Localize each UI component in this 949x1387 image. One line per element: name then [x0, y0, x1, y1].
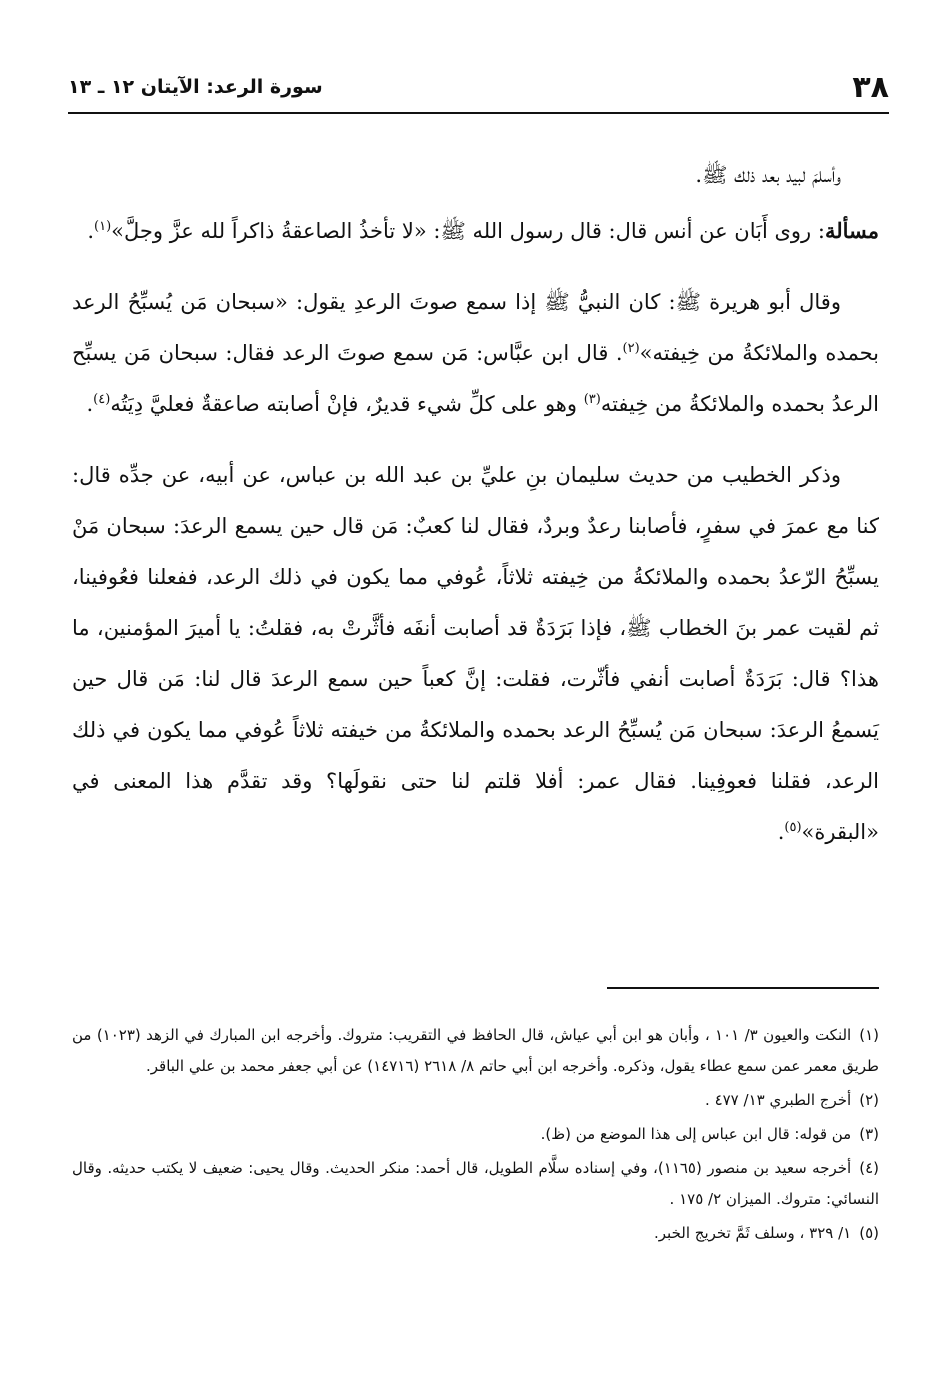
- running-title: سورة الرعد: الآيتان ١٢ ـ ١٣: [68, 76, 323, 98]
- issue-term: مسألة: [824, 218, 879, 243]
- footnote-number: (٤): [859, 1159, 879, 1177]
- paragraph-2-end: .: [87, 219, 95, 243]
- paragraph-2-text: : روى أَبَان عن أنس قال: قال رسول الله ﷺ: «لا تأخذُ الصاعقةُ ذاكراً لله عزَّ وجلَّ»: [111, 219, 825, 243]
- footnote-text: النكت والعيون ٣/ ١٠١ ، وأبان هو ابن أبي عياش، قال الحافظ في التقريب: متروك. وأخرجه ابن المبارك في الزهد (١٠٢٣) من طريق معمر عمن سمع عطاء يقول، وذكره. وأخرجه ابن أبي حاتم ٨/ ٢٦١٨ (١٤٧١٦) عن أبي جعفر محمد بن علي الباقر.: [72, 1026, 879, 1075]
- footnote-text: ١/ ٣٢٩ ، وسلف ثَمَّ تخريج الخبر.: [654, 1224, 852, 1242]
- footnote-separator: [607, 987, 879, 989]
- paragraph-2: [72, 205, 879, 257]
- footnote-ref-3: (٣): [583, 392, 601, 407]
- footnote-ref-2: (٢): [622, 341, 640, 356]
- footnote-number: (٣): [859, 1125, 879, 1143]
- header-rule: [68, 112, 889, 114]
- footnote-text: أخرجه سعيد بن منصور (١١٦٥)، وفي إسناده سلَّام الطويل، قال أحمد: منكر الحديث. وقال يحيى: ضعيف لا يكتب حديثه. وقال النسائي: متروك. الميزان ٢/ ١٧٥ .: [72, 1159, 879, 1208]
- footnotes: [72, 1020, 879, 1252]
- footnote-4: [72, 1153, 879, 1215]
- paragraph-4-end: .: [777, 820, 785, 844]
- page-header: [68, 62, 889, 114]
- paragraph-3-part-c: وهو على كلِّ شيء قديرٌ، فإنْ أصابته صاعقةٌ فعليَّ دِيَتُه: [110, 392, 584, 416]
- footnote-3: [72, 1119, 879, 1150]
- paragraph-1: وأسلمَ لبيد بعد ذلك ﷺ.: [695, 163, 841, 187]
- paragraph-3-part-b: . قال ابن عبَّاس: مَن سمع صوتَ الرعد فقال: سبحان مَن يسبِّح الرعدُ بحمده والملائكةُ من خِيفته: [72, 341, 879, 416]
- footnote-number: (٢): [859, 1091, 879, 1109]
- footnote-5: [72, 1218, 879, 1249]
- main-text: [72, 150, 879, 878]
- footnote-ref-4: (٤): [93, 392, 111, 407]
- paragraph-4: [72, 450, 879, 858]
- paragraph-3-end: .: [86, 392, 94, 416]
- paragraph-3: [72, 277, 879, 430]
- footnote-number: (٥): [859, 1224, 879, 1242]
- footnote-number: (١): [859, 1026, 879, 1044]
- footnote-text: أخرج الطبري ١٣/ ٤٧٧ .: [705, 1091, 852, 1109]
- footnote-ref-5: (٥): [784, 820, 802, 835]
- footnote-2: [72, 1085, 879, 1116]
- footnote-1: [72, 1020, 879, 1082]
- paragraph-3-part-a: وقال أبو هريرة ﷺ: كان النبيُّ ﷺ إذا سمع صوتَ الرعدِ يقول: «سبحان مَن يُسبِّحُ الرعد بحمده والملائكةُ من خِيفته»: [72, 290, 879, 365]
- paragraph-4-text: وذكر الخطيب من حديث سليمان بنِ عليِّ بن عبد الله بن عباس، عن أبيه، عن جدِّه قال: كنا مع عمرَ في سفرٍ، فأصابنا رعدٌ وبردٌ، فقال لنا كعبٌ: مَن قال حين يسمع الرعدَ: سبحان مَنْ يسبِّحُ الرّعدُ بحمده والملائكةُ من خِيفته ثلاثاً، عُوفي مما يكون في ذلك الرعد، ففعلنا فعُوفينا، ثم لقيت عمر بنَ الخطاب ﷺ، فإذا بَرَدَةٌ قد أصابت أنفَه فأثَّرتْ به، فقلتُ: يا أميرَ المؤمنين، ما هذا؟ قال: بَرَدَةٌ أصابت أنفي فأثّرت، فقلت: إنَّ كعباً حين سمع الرعدَ قال لنا: مَن قال حين يَسمعُ الرعدَ: سبحان مَن يُسبِّحُ الرعد بحمده والملائكةُ من خيفته ثلاثاً عُوفي مما يكون في ذلك الرعد، فقلنا فعوفِينا. فقال عمر: أفلا قلتم لنا حتى نقولَها؟ وقد تقدَّم هذا المعنى في «البقرة»: [72, 463, 879, 844]
- footnote-ref-1: (١): [94, 219, 112, 234]
- footnote-text: من قوله: قال ابن عباس إلى هذا الموضع من (ظ).: [540, 1125, 852, 1143]
- page-number: ٣٨: [852, 70, 889, 105]
